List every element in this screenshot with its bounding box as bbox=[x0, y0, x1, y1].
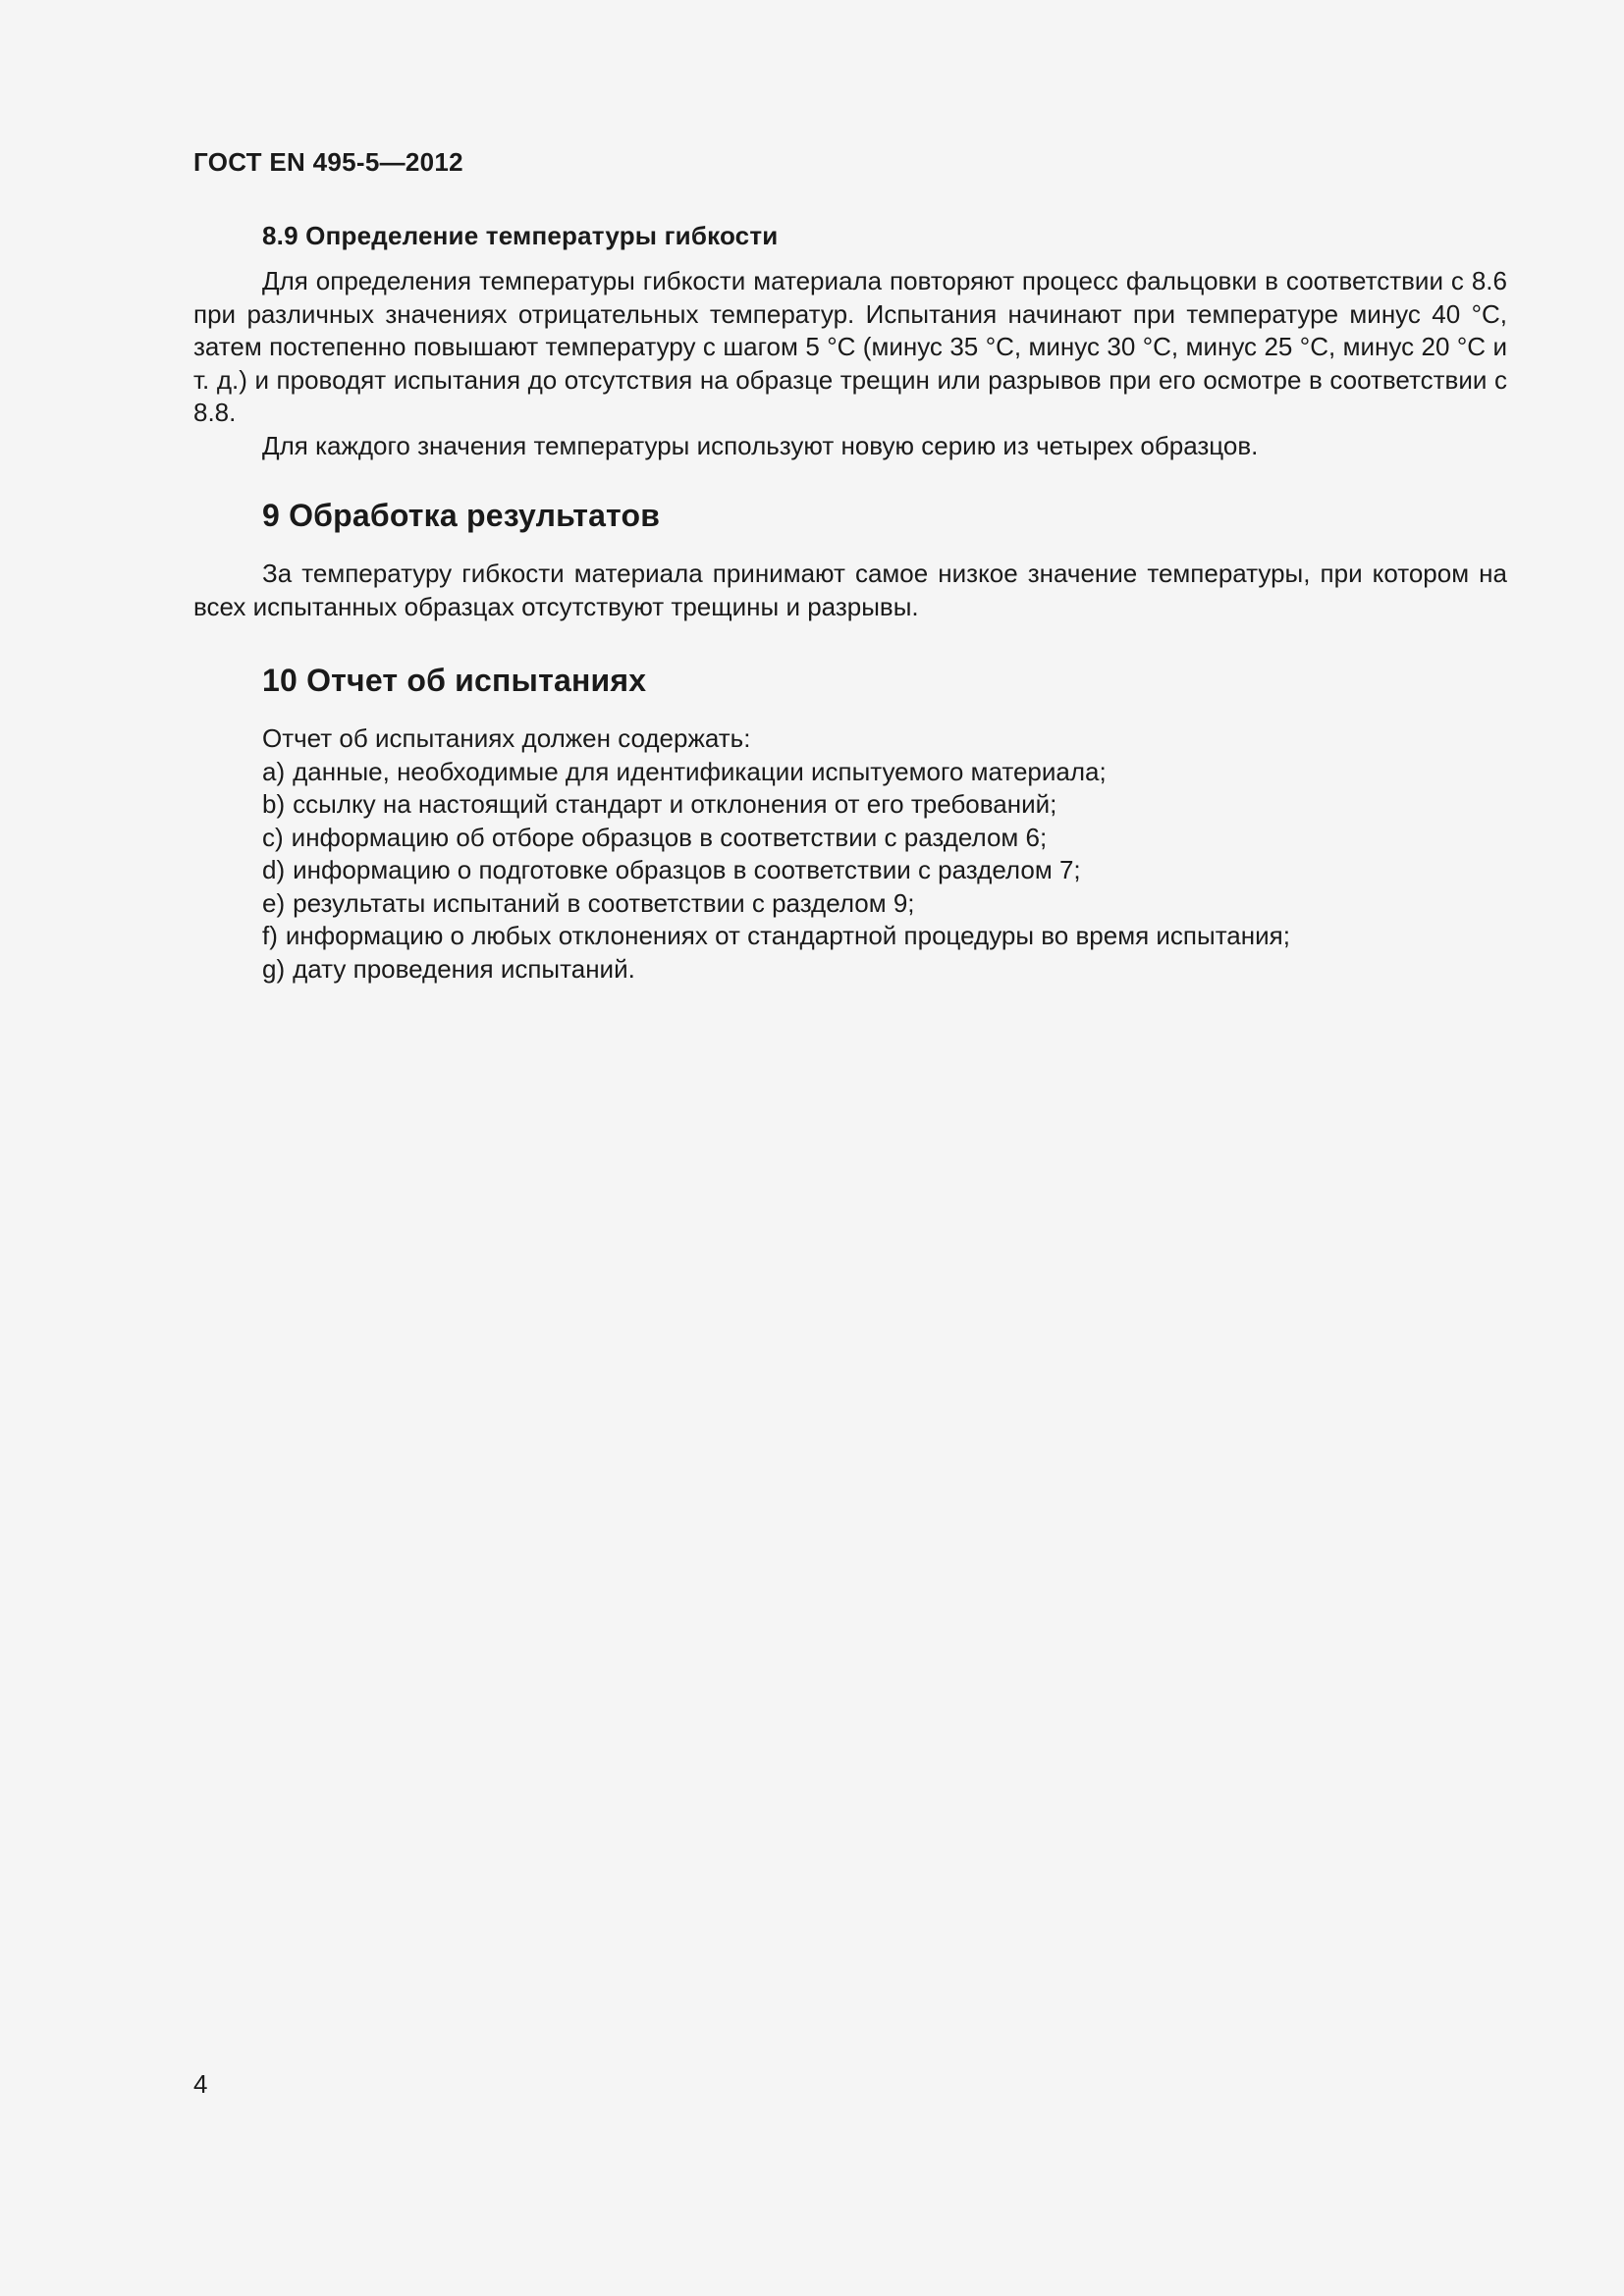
list-item bbox=[262, 854, 1507, 887]
document-id-header: ГОСТ EN 495-5—2012 bbox=[193, 147, 463, 177]
list-item-text: информацию о любых отклонениях от стандартной процедуры во время испытания; bbox=[285, 921, 1290, 950]
list-item bbox=[262, 920, 1507, 953]
list-item-marker: c) bbox=[262, 822, 284, 852]
subsection-8-9-paragraph-2: Для каждого значения температуры используют новую серию из четырех образцов. bbox=[262, 430, 1259, 460]
list-item bbox=[262, 756, 1507, 789]
list-item-marker: g) bbox=[262, 953, 286, 984]
subsection-8-9-title: 8.9 Определение температуры гибкости bbox=[262, 221, 779, 250]
list-item-text: данные, необходимые для идентификации испытуемого материала; bbox=[293, 756, 1107, 786]
list-item-text: ссылку на настоящий стандарт и отклонения от его требований; bbox=[293, 789, 1057, 819]
document-body bbox=[193, 221, 1507, 986]
subsection-8-9-paragraph-1: Для определения температуры гибкости материала повторяют процесс фальцовки в соответствии с 8.6 при различных значениях отрицательных температур. Испытания начинают при температуре минус 40 °C, затем постепенно повышают температуру с шагом 5 °C (минус 35 °C, минус 30 °C, минус 25 °C, минус 20 °C и т. д.) и проводят испытания до отсутствия на образце трещин или разрывов при его осмотре в соответствии с 8.8. bbox=[193, 266, 1507, 427]
section-9-title: 9 Обработка результатов bbox=[262, 498, 661, 533]
list-item-marker: e) bbox=[262, 887, 286, 918]
list-item-text: информацию о подготовке образцов в соответствии с разделом 7; bbox=[293, 855, 1081, 884]
list-item bbox=[262, 788, 1507, 822]
section-10-title: 10 Отчет об испытаниях bbox=[262, 663, 647, 698]
report-list-intro: Отчет об испытаниях должен содержать: bbox=[262, 723, 751, 753]
list-item-marker: d) bbox=[262, 855, 286, 884]
list-item bbox=[262, 822, 1507, 855]
report-contents-list bbox=[262, 722, 1507, 986]
list-item-marker: b) bbox=[262, 789, 286, 819]
list-item-text: дату проведения испытаний. bbox=[293, 953, 635, 984]
page-number: 4 bbox=[193, 2069, 208, 2099]
section-9-paragraph-1: За температуру гибкости материала принимают самое низкое значение температуры, при котором на всех испытанных образцах отсутствуют трещины и разрывы. bbox=[193, 559, 1507, 621]
list-item bbox=[262, 953, 1507, 987]
list-item-marker: f) bbox=[262, 921, 278, 950]
list-item-marker: a) bbox=[262, 756, 286, 786]
list-item-text: результаты испытаний в соответствии с разделом 9; bbox=[293, 887, 915, 918]
list-item bbox=[262, 887, 1507, 921]
list-item-text: информацию об отборе образцов в соответствии с разделом 6; bbox=[291, 822, 1048, 852]
